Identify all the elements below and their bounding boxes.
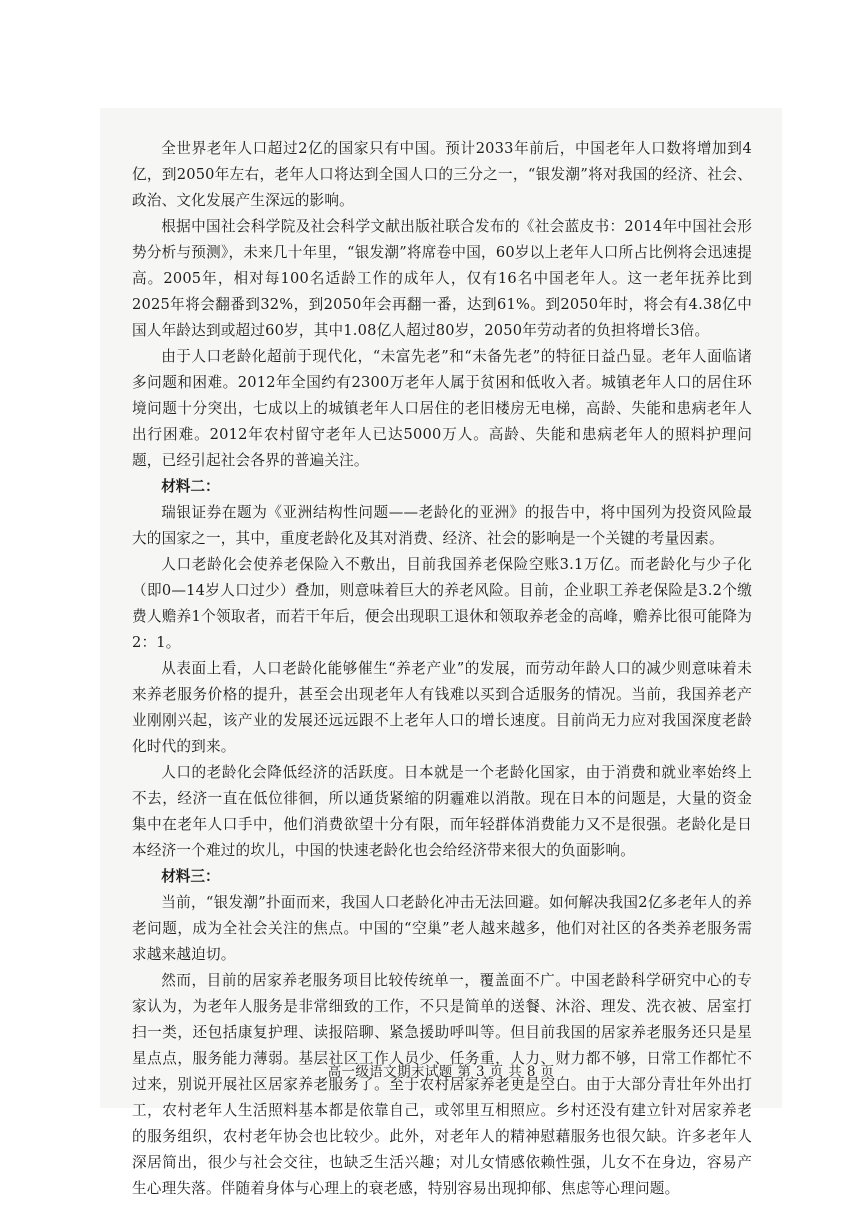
- exam-page: [100, 108, 782, 1197]
- paragraph-6: 从表面上看，人口老龄化能够催生“养老产业”的发展，而劳动年龄人口的减少则意味着未来养老服务价格的提升，甚至会出现老年人有钱难以买到合适服务的情况。当前，我国养老产业刚刚兴起，该产业的发展还远远跟不上老年人口的增长速度。目前尚无力应对我国深度老龄化时代的到来。: [132, 660, 752, 755]
- section-heading-material-2: 材料二：: [161, 478, 220, 495]
- section-heading-material-3: 材料三：: [161, 868, 220, 885]
- paragraph-3: 由于人口老龄化超前于现代化，“未富先老”和“未备先老”的特征日益凸显。老年人面临诸多问题和困难。2012年全国约有2300万老年人属于贫困和低收入者。城镇老年人口的居住环境问题十分突出，七成以上的城镇老年人口居住的老旧楼房无电梯，高龄、失能和患病老年人出行困难。2012年农村留守老年人已达5000万人。高龄、失能和患病老年人的照料护理问题，已经引起社会各界的普遍关注。: [132, 348, 752, 469]
- paragraph-8: 当前，“银发潮”扑面而来，我国人口老龄化冲击无法回避。如何解决我国2亿多老年人的养老问题，成为全社会关注的焦点。中国的“空巢”老人越来越多，他们对社区的各类养老服务需求越来越迫切。: [132, 894, 752, 963]
- paragraph-2: 根据中国社会科学院及社会科学文献出版社联合发布的《社会蓝皮书：2014年中国社会形势分析与预测》，未来几十年里，“银发潮”将席卷中国，60岁以上老年人口所占比例将会迅速提高。2005年，相对每100名适龄工作的成年人，仅有16名中国老年人。这一老年抚养比到2025年将会翻番到32%，到2050年会再翻一番，达到61%。到2050年时，将会有4.38亿中国人年龄达到或超过60岁，其中1.08亿人超过80岁，2050年劳动者的负担将增长3倍。: [132, 218, 752, 339]
- paragraph-7: 人口的老龄化会降低经济的活跃度。日本就是一个老龄化国家，由于消费和就业率始终上不去，经济一直在低位徘徊，所以通货紧缩的阴霾难以消散。现在日本的问题是，大量的资金集中在老年人口手中，他们消费欲望十分有限，而年轻群体消费能力又不是很强。老龄化是日本经济一个难过的坎儿，中国的快速老龄化也会给经济带来很大的负面影响。: [132, 764, 752, 859]
- paragraph-1: 全世界老年人口超过2亿的国家只有中国。预计2033年前后，中国老年人口数将增加到4亿，到2050年左右，老年人口将达到全国人口的三分之一，“银发潮”将对我国的经济、社会、政治、文化发展产生深远的影响。: [132, 140, 752, 209]
- paragraph-5: 人口老龄化会使养老保险入不敷出，目前我国养老保险空账3.1万亿。而老龄化与少子化（即0—14岁人口过少）叠加，则意味着巨大的养老风险。目前，企业职工养老保险是3.2个缴费人赡养1个领取者，而若干年后，便会出现职工退休和领取养老金的高峰，赡养比很可能降为2：1。: [132, 556, 752, 651]
- paragraph-9: 然而，目前的居家养老服务项目比较传统单一，覆盖面不广。中国老龄科学研究中心的专家认为，为老年人服务是非常细致的工作，不只是简单的送餐、沐浴、理发、洗衣被、居室打扫一类，还包括康复护理、读报陪聊、紧急援助呼叫等。但目前我国的居家养老服务还只是星星点点，服务能力薄弱。基层社区工作人员少、任务重，人力、财力都不够，日常工作都忙不过来，别说开展社区居家养老服务了。至于农村居家养老更是空白。由于大部分青壮年外出打工，农村老年人生活照料基本都是依靠自己，或邻里互相照应。乡村还没有建立针对居家养老的服务组织，农村老年协会也比较少。此外，对老年人的精神慰藉服务也很欠缺。许多老年人深居简出，很少与社会交往，也缺乏生活兴趣；对儿女情感依赖性强，儿女不在身边，容易产生心理失落。伴随着身体与心理上的衰老感，特别容易出现抑郁、焦虑等心理问题。: [132, 972, 752, 1197]
- page-footer: 高一级语文期末试题 第 3 页 共 8 页: [327, 1064, 555, 1080]
- paragraph-4: 瑞银证券在题为《亚洲结构性问题——老龄化的亚洲》的报告中，将中国列为投资风险最大的国家之一，其中，重度老龄化及其对消费、经济、社会的影响是一个关键的考量因素。: [132, 504, 752, 547]
